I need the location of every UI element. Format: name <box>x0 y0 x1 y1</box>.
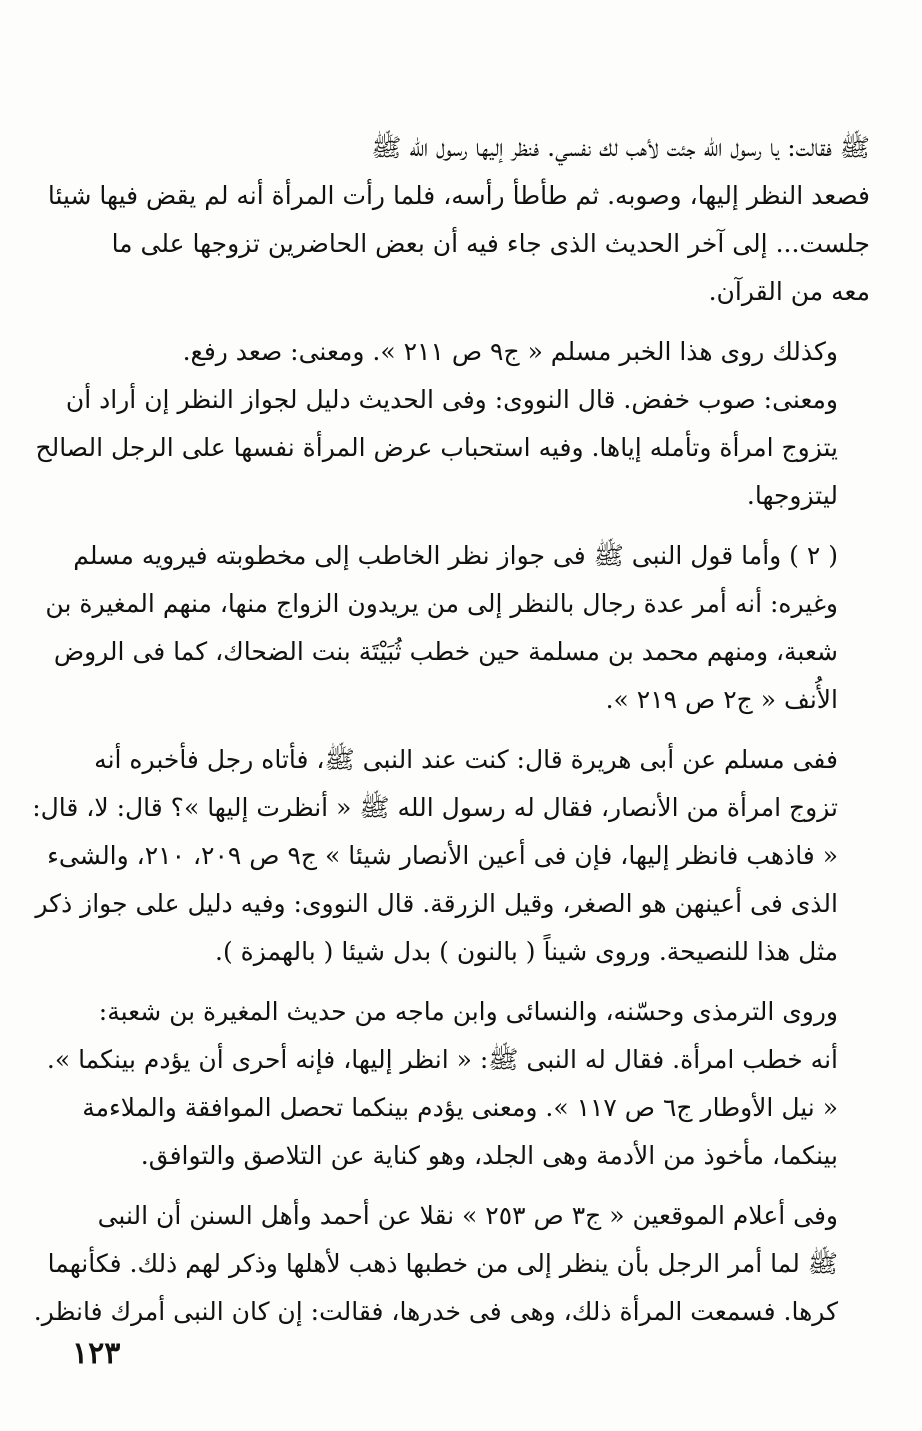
text-line: فصعد النظر إليها، وصوبه. ثم طأطأ رأسه، فلما رأت المرأة أنه لم يقض فيها شيئا <box>47 181 870 210</box>
text-line: ليتزوجها. <box>746 481 838 510</box>
text-line: ( ٢ ) وأما قول النبى ﷺ فى جواز نظر الخاطب إلى مخطوبته فيرويه مسلم <box>73 541 838 570</box>
paragraph-4 <box>32 736 870 976</box>
paragraph-3 <box>45 532 870 724</box>
text-line: ﷺ لما أمر الرجل بأن ينظر إلى من خطبها ذهب لأهلها وذكر لهم ذلك. فكأنهما <box>47 1249 838 1278</box>
text-line: معه من القرآن. <box>708 277 870 306</box>
text-line: بينكما، مأخوذ من الأدمة وهى الجلد، وهو كناية عن التلاصق والتوافق. <box>140 1141 838 1170</box>
text-line: ومعنى: صوب خفض. قال النووى: وفى الحديث دليل لجواز النظر إن أراد أن <box>65 385 838 414</box>
text-line: ﷺ فقالت: يا رسول الله جئت لأهب لك نفسي. فنظر إليها رسول الله ﷺ <box>371 133 870 162</box>
text-line: الذى فى أعينهن هو الصغر، وقيل الزرقة. قال النووى: وفيه دليل على جواز ذكر <box>35 889 838 918</box>
text-line: وروى الترمذى وحسّنه، والنسائى وابن ماجه من حديث المغيرة بن شعبة: <box>98 997 838 1026</box>
text-line: جلست... إلى آخر الحديث الذى جاء فيه أن بعض الحاضرين تزوجها على ما <box>111 229 870 258</box>
text-line: « فاذهب فانظر إليها، فإن فى أعين الأنصار شيئا » ج٩ ص ٢٠٩، ٢١٠، والشىء <box>47 841 838 870</box>
text-line: كرها. فسمعت المرأة ذلك، وهى فى خدرها، فقالت: إن كان النبى أمرك فانظر. <box>33 1297 838 1326</box>
text-line: تزوج امرأة من الأنصار، فقال له رسول الله ﷺ « أنظرت إليها »؟ قال: لا، قال: <box>32 793 838 822</box>
text-line: وغيره: أنه أمر عدة رجال بالنظر إلى من يريدون الزواج منها، منهم المغيرة بن <box>45 589 838 618</box>
text-line: يتزوج امرأة وتأمله إياها. وفيه استحباب عرض المرأة نفسها على الرجل الصالح <box>35 433 838 462</box>
text-line: مثل هذا للنصيحة. وروى شيناً ( بالنون ) بدل شيئا ( بالهمزة ). <box>215 937 838 966</box>
text-line: أنه خطب امرأة. فقال له النبى ﷺ: « انظر إليها، فإنه أحرى أن يؤدم بينكما ». <box>46 1045 838 1074</box>
body-text <box>32 124 870 1348</box>
text-line: وفى أعلام الموقعين « ج٣ ص ٢٥٣ » نقلا عن أحمد وأهل السنن أن النبى <box>97 1201 838 1230</box>
paragraph-1 <box>47 124 870 316</box>
text-line: الأُنف « ج٢ ص ٢١٩ ». <box>605 685 838 714</box>
paragraph-5 <box>46 988 870 1180</box>
text-line: « نيل الأوطار ج٦ ص ١١٧ ». ومعنى يؤدم بينكما تحصل الموافقة والملاءمة <box>82 1093 838 1122</box>
text-line: شعبة، ومنهم محمد بن مسلمة حين خطب ثُبَيْتَة بنت الضحاك، كما فى الروض <box>53 637 838 666</box>
text-line: ففى مسلم عن أبى هريرة قال: كنت عند النبى ﷺ، فأتاه رجل فأخبره أنه <box>94 745 838 774</box>
text-line: وكذلك روى هذا الخبر مسلم « ج٩ ص ٢١١ ». ومعنى: صعد رفع. <box>182 337 838 366</box>
paragraph-6 <box>33 1192 870 1336</box>
page-number: ١٢٣ <box>72 1336 121 1371</box>
paragraph-2 <box>35 328 870 520</box>
